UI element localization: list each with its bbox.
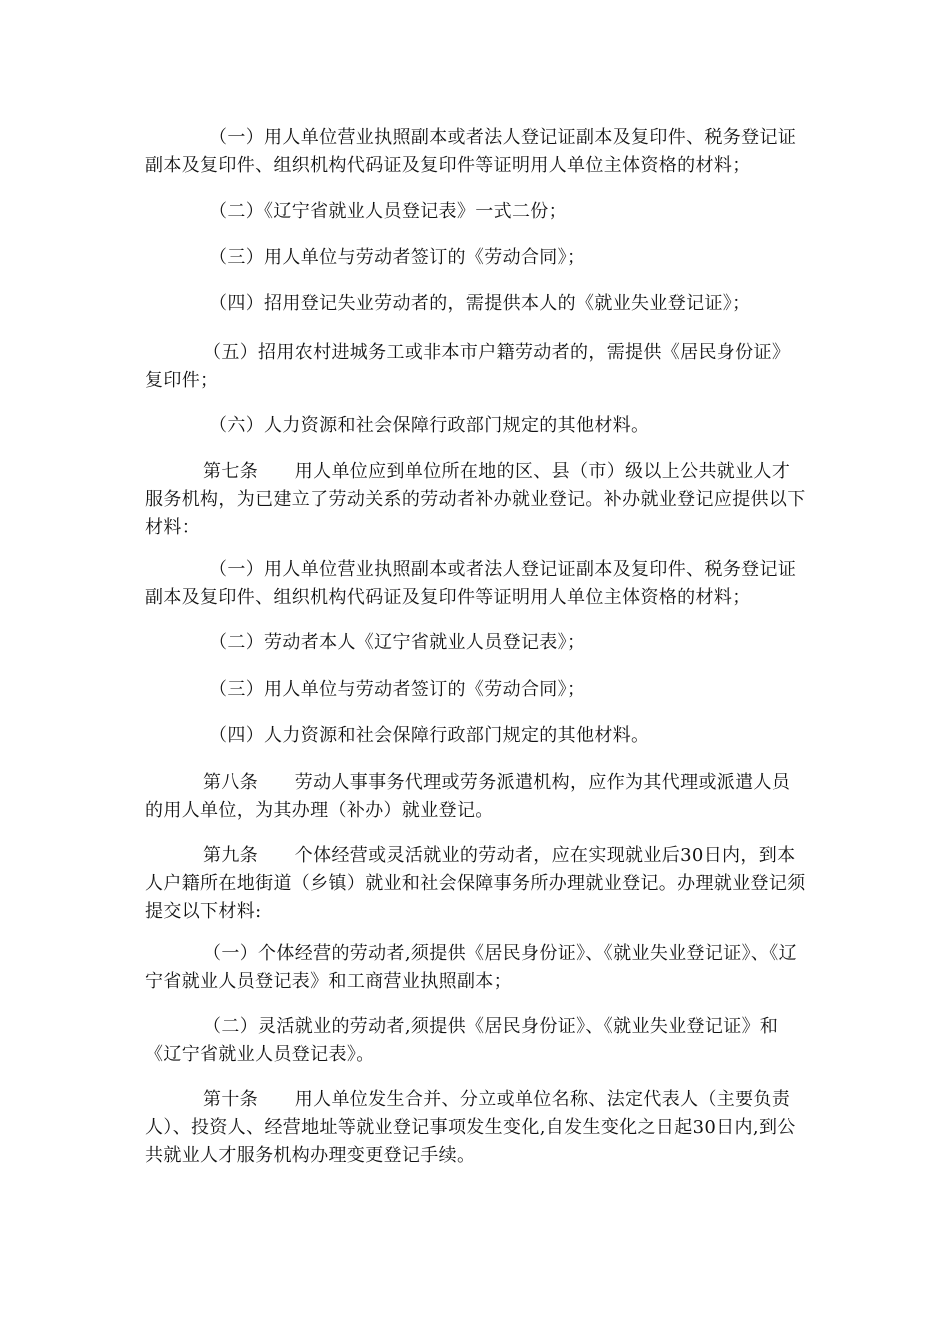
paragraph-item-6-other-materials: （六）人力资源和社会保障行政部门规定的其他材料。 <box>209 415 650 436</box>
article-9: 第九条 个体经营或灵活就业的劳动者，应在实现就业后30日内，到本人户籍所在地街道（乡镇）就业和社会保障事务所办理就业登记。办理就业登记须提交以下材料: <box>145 845 806 922</box>
paragraph-item-5-id-card-copy: （五）招用农村进城务工或非本市户籍劳动者的，需提供《居民身份证》复印件； <box>145 342 791 391</box>
paragraph-item-3-labor-contract: （三）用人单位与劳动者签订的《劳动合同》； <box>209 247 586 268</box>
paragraph-article7-item-2: （二）劳动者本人《辽宁省就业人员登记表》； <box>209 632 586 653</box>
paragraph-article9-item-1: （一）个体经营的劳动者,须提供《居民身份证》、《就业失业登记证》、《辽宁省就业人员登记表》和工商营业执照副本； <box>145 943 797 992</box>
article-10: 第十条 用人单位发生合并、分立或单位名称、法定代表人（主要负责人）、投资人、经营地址等就业登记事项发生变化,自发生变化之日起30日内,到公共就业人才服务机构办理变更登记手续。 <box>145 1089 796 1166</box>
paragraph-article9-item-2: （二）灵活就业的劳动者,须提供《居民身份证》、《就业失业登记证》和《辽宁省就业人员登记表》。 <box>145 1016 779 1065</box>
paragraph-article7-item-1: （一）用人单位营业执照副本或者法人登记证副本及复印件、税务登记证副本及复印件、组织机构代码证及复印件等证明用人单位主体资格的材料； <box>145 559 797 608</box>
article-7: 第七条 用人单位应到单位所在地的区、县（市）级以上公共就业人才服务机构，为已建立了劳动关系的劳动者补办就业登记。补办就业登记应提供以下材料： <box>145 461 806 538</box>
paragraph-item-2-registration-form: （二）《辽宁省就业人员登记表》一式二份； <box>209 201 567 222</box>
paragraph-item-1-materials: （一）用人单位营业执照副本或者法人登记证副本及复印件、税务登记证副本及复印件、组织机构代码证及复印件等证明用人单位主体资格的材料； <box>145 127 797 176</box>
article-8: 第八条 劳动人事事务代理或劳务派遣机构，应作为其代理或派遣人员的用人单位，为其办理（补办）就业登记。 <box>145 772 791 821</box>
paragraph-item-4-unemployment-certificate: （四）招用登记失业劳动者的，需提供本人的《就业失业登记证》； <box>209 293 751 314</box>
paragraph-article7-item-4: （四）人力资源和社会保障行政部门规定的其他材料。 <box>209 725 650 746</box>
paragraph-article7-item-3: （三）用人单位与劳动者签订的《劳动合同》； <box>209 679 586 700</box>
